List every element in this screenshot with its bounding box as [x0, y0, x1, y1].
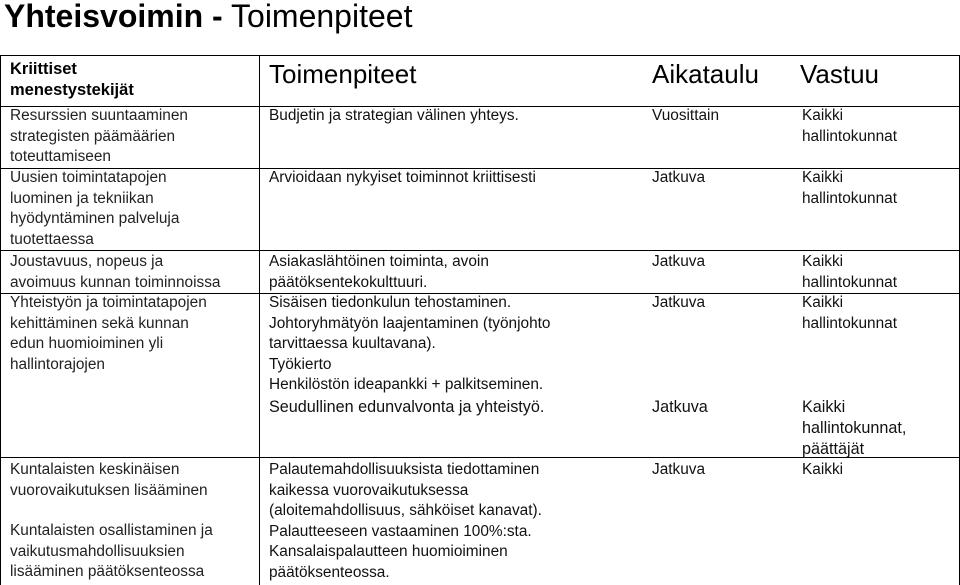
schedule-cell: Jatkuva [652, 398, 708, 416]
page-title-bold: Yhteisvoimin - [4, 0, 223, 34]
action-cell: Asiakaslähtöinen toiminta, avoin päätöksentekokulttuuri. [269, 253, 489, 291]
factor-cell: Yhteistyön ja toimintatapojen kehittäminen sekä kunnan edun huomioiminen yli hallintorajojen [10, 294, 207, 373]
factor-cell: Joustavuus, nopeus ja avoimuus kunnan toiminnoissa [10, 253, 221, 291]
responsibility-cell: Kaikki hallintokunnat [802, 294, 897, 332]
action-cell: Sisäisen tiedonkulun tehostaminen. Johtoryhmätyön laajentaminen (työnjohto tarvittaessa kuultavana). Työkierto Henkilöstön ideapankki + palkitseminen. [269, 294, 551, 393]
header-factors: Kriittiset menestystekijät [10, 60, 134, 99]
row-divider [0, 250, 960, 251]
table-border-top [0, 55, 960, 56]
factor-cell: Kuntalaisten keskinäisen vuorovaikutuksen lisääminen [10, 461, 208, 499]
schedule-cell: Vuosittain [652, 107, 720, 124]
action-cell: Palautemahdollisuuksista tiedottaminen kaikessa vuorovaikutuksessa (aloitemahdollisuus, sähköiset kanavat). Palautteeseen vastaaminen 100%:sta. Kansalaispalautteen huomioiminen päätöksenteossa. [269, 461, 542, 581]
page-title-rest: Toimenpiteet [222, 0, 413, 34]
responsibility-cell: Kaikki [802, 461, 844, 478]
schedule-cell: Jatkuva [652, 169, 706, 186]
schedule-cell: Jatkuva [652, 294, 706, 311]
responsibility-cell: Kaikki hallintokunnat [802, 107, 897, 145]
page-title [4, 0, 412, 36]
header-responsibility: Vastuu [800, 59, 880, 89]
column-divider [259, 55, 260, 585]
schedule-cell: Jatkuva [652, 253, 706, 270]
header-actions: Toimenpiteet [269, 59, 417, 89]
schedule-cell: Jatkuva [652, 461, 706, 478]
header-schedule: Aikataulu [652, 59, 759, 89]
factor-cell: Resurssien suuntaaminen strategisten päämäärien toteuttamiseen [10, 107, 188, 165]
responsibility-cell: Kaikki hallintokunnat, päättäjät [802, 398, 907, 458]
factor-cell: Uusien toimintatapojen luominen ja tekniikan hyödyntäminen palveluja tuotettaessa [10, 169, 180, 248]
factor-cell: Kuntalaisten osallistaminen ja vaikutusmahdollisuuksien lisääminen päätöksenteossa [10, 522, 213, 580]
responsibility-cell: Kaikki hallintokunnat [802, 169, 897, 207]
action-cell: Seudullinen edunvalvonta ja yhteistyö. [269, 398, 545, 416]
responsibility-cell: Kaikki hallintokunnat [802, 253, 897, 291]
action-cell: Budjetin ja strategian välinen yhteys. [269, 107, 519, 124]
table-border-left [0, 55, 1, 585]
action-cell: Arvioidaan nykyiset toiminnot kriittisesti [269, 169, 536, 186]
